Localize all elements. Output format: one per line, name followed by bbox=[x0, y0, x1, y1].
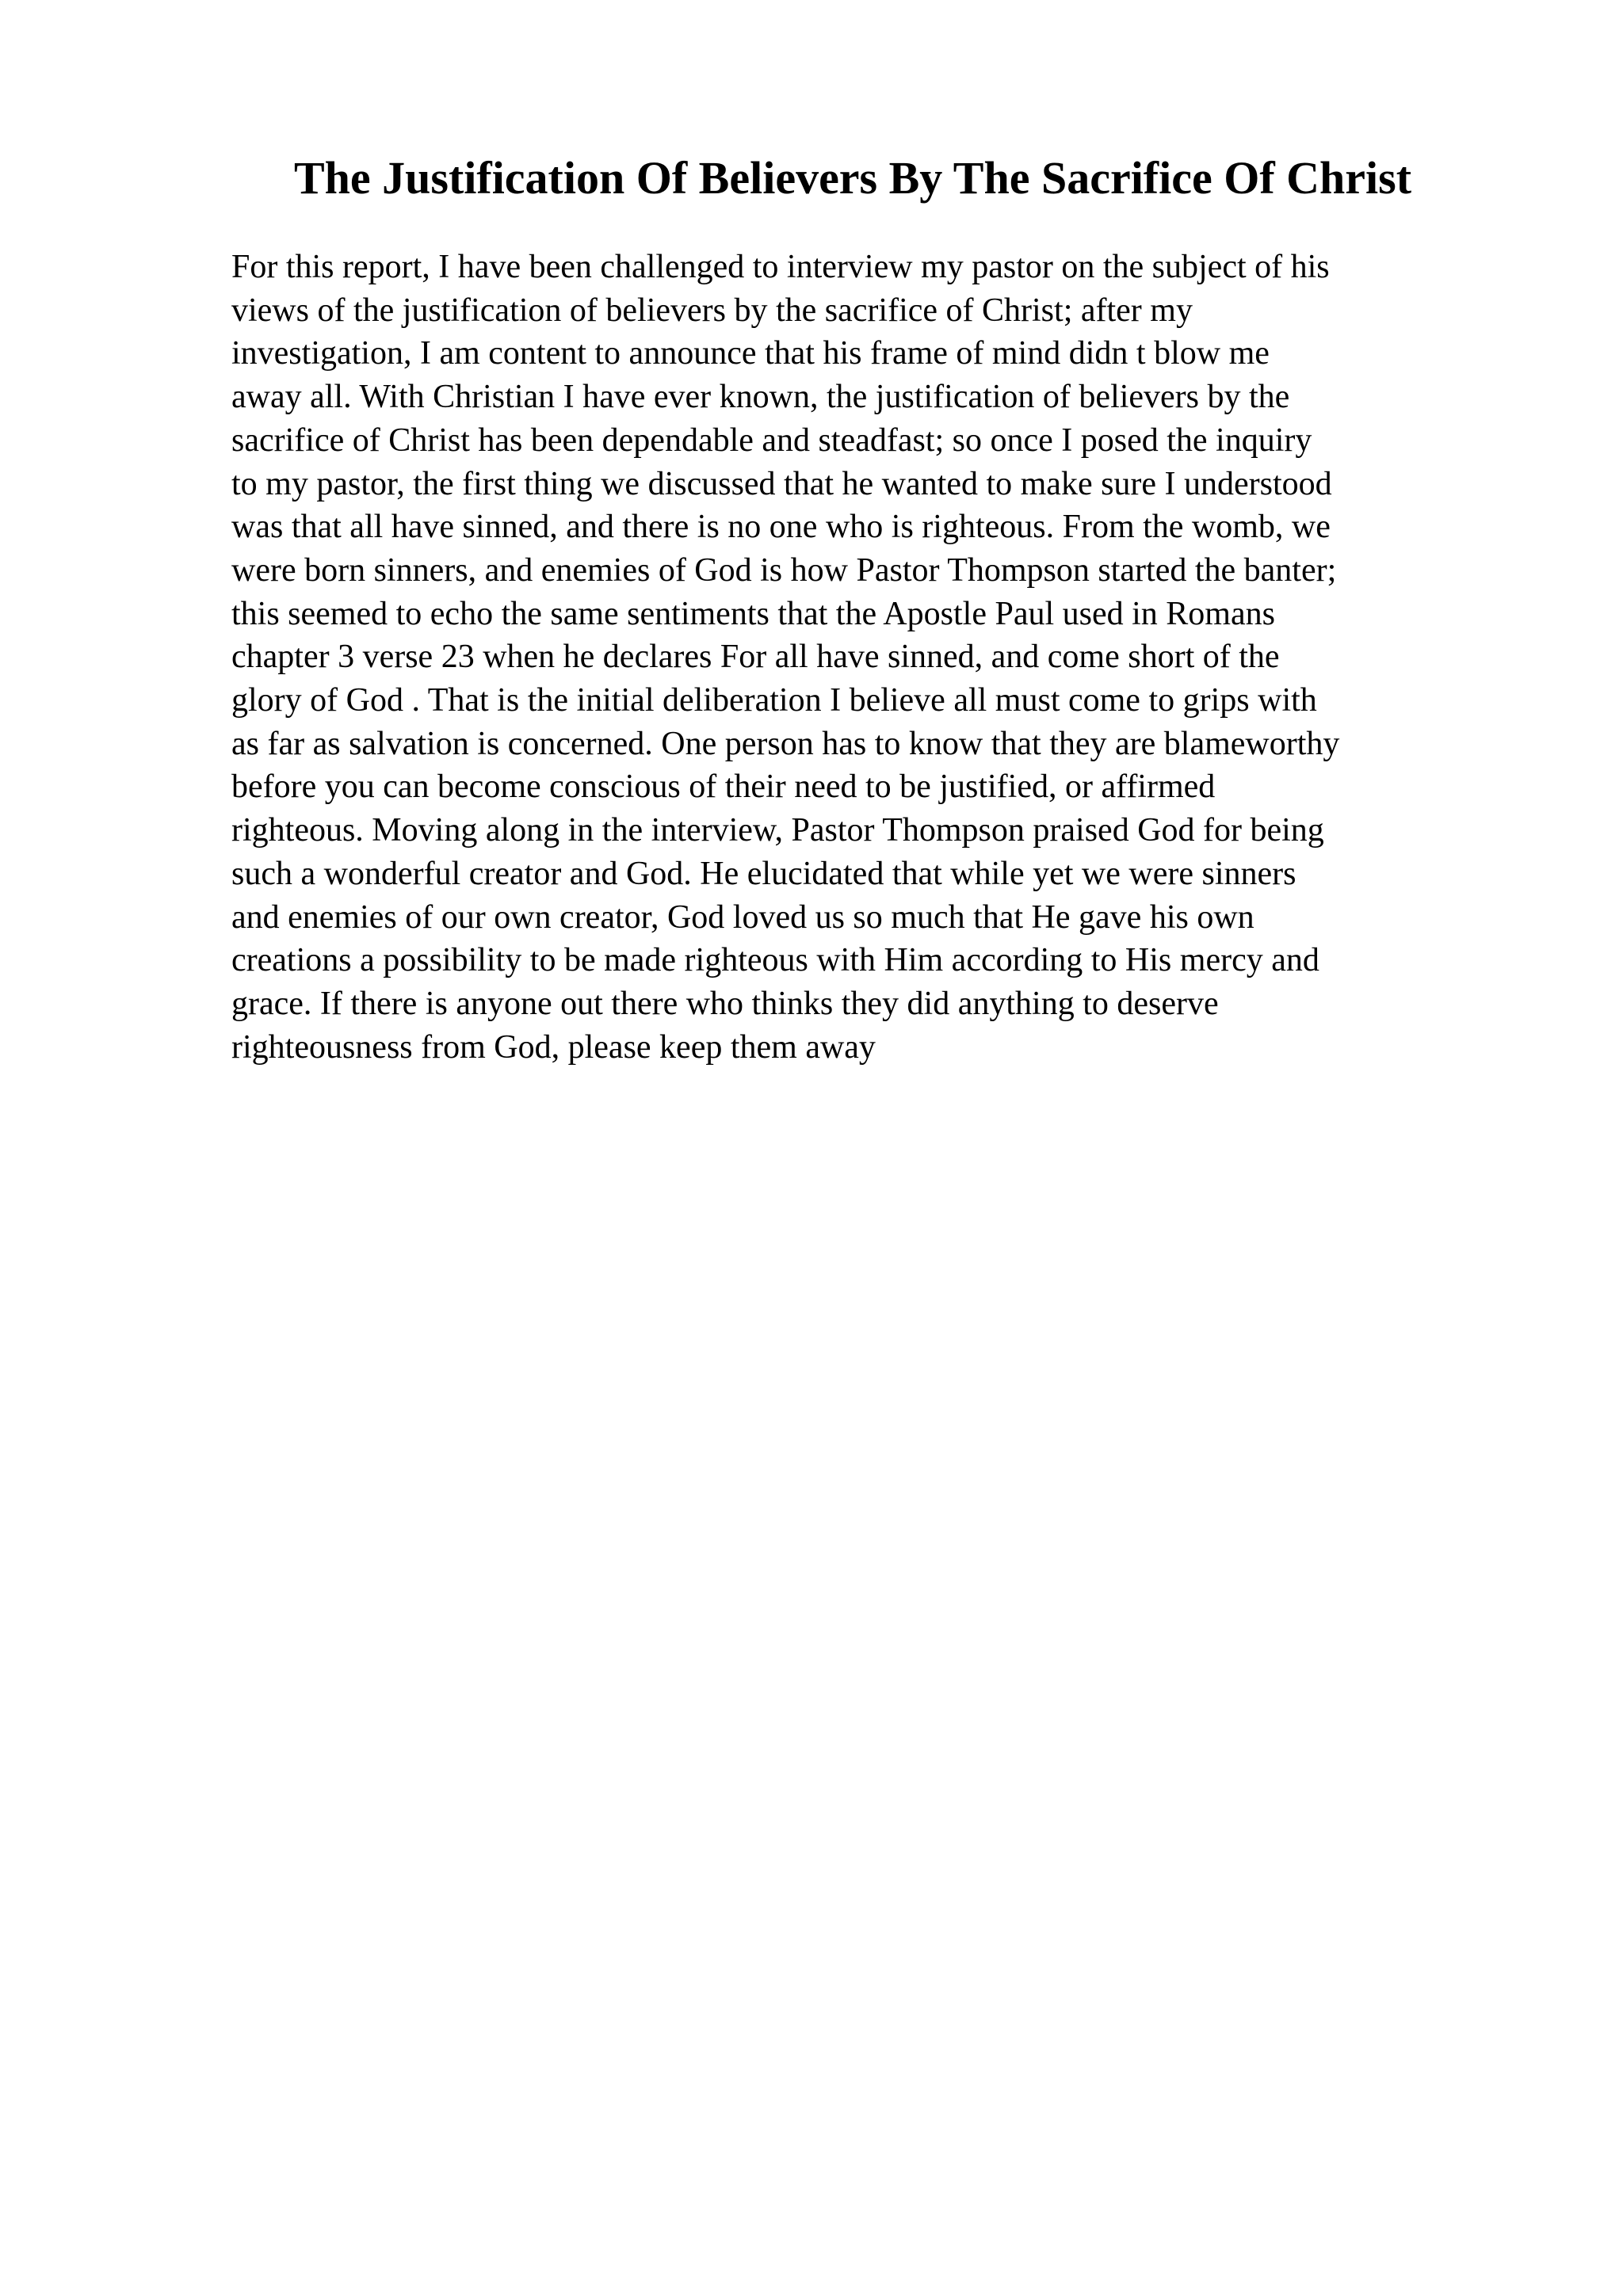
body-line: views of the justification of believers by the sacrifice of Christ; after my bbox=[231, 292, 1193, 329]
body-line: grace. If there is anyone out there who thinks they did anything to deserve bbox=[231, 985, 1219, 1022]
body-line: was that all have sinned, and there is no one who is righteous. From the womb, we bbox=[231, 509, 1331, 546]
body-line: before you can become conscious of their need to be justified, or affirmed bbox=[231, 769, 1216, 806]
body-line: to my pastor, the first thing we discussed that he wanted to make sure I understood bbox=[231, 465, 1332, 502]
body-line: investigation, I am content to announce that his frame of mind didn t blow me bbox=[231, 335, 1270, 372]
body-line: as far as salvation is concerned. One person has to know that they are blameworthy bbox=[231, 725, 1340, 762]
body-line: glory of God . That is the initial deliberation I believe all must come to grips with bbox=[231, 682, 1317, 719]
body-line: away all. With Christian I have ever known, the justification of believers by the bbox=[231, 379, 1290, 416]
document-title: The Justification Of Believers By The Sacrifice Of Christ bbox=[293, 152, 1412, 204]
body-line: chapter 3 verse 23 when he declares For all have sinned, and come short of the bbox=[231, 639, 1280, 676]
body-line: and enemies of our own creator, God loved us so much that He gave his own bbox=[231, 898, 1254, 936]
body-line: were born sinners, and enemies of God is how Pastor Thompson started the banter; bbox=[231, 551, 1337, 589]
body-line: righteous. Moving along in the interview, Pastor Thompson praised God for being bbox=[231, 812, 1324, 849]
body-line: For this report, I have been challenged to interview my pastor on the subject of his bbox=[231, 249, 1330, 285]
body-line: righteousness from God, please keep them away bbox=[231, 1028, 876, 1066]
body-line: such a wonderful creator and God. He elucidated that while yet we were sinners bbox=[231, 855, 1296, 892]
body-line: creations a possibility to be made righteous with Him according to His mercy and bbox=[231, 942, 1319, 979]
body-paragraph bbox=[231, 246, 1499, 1069]
body-line: sacrifice of Christ has been dependable and steadfast; so once I posed the inquiry bbox=[231, 421, 1312, 459]
body-line: this seemed to echo the same sentiments that the Apostle Paul used in Romans bbox=[231, 595, 1275, 632]
